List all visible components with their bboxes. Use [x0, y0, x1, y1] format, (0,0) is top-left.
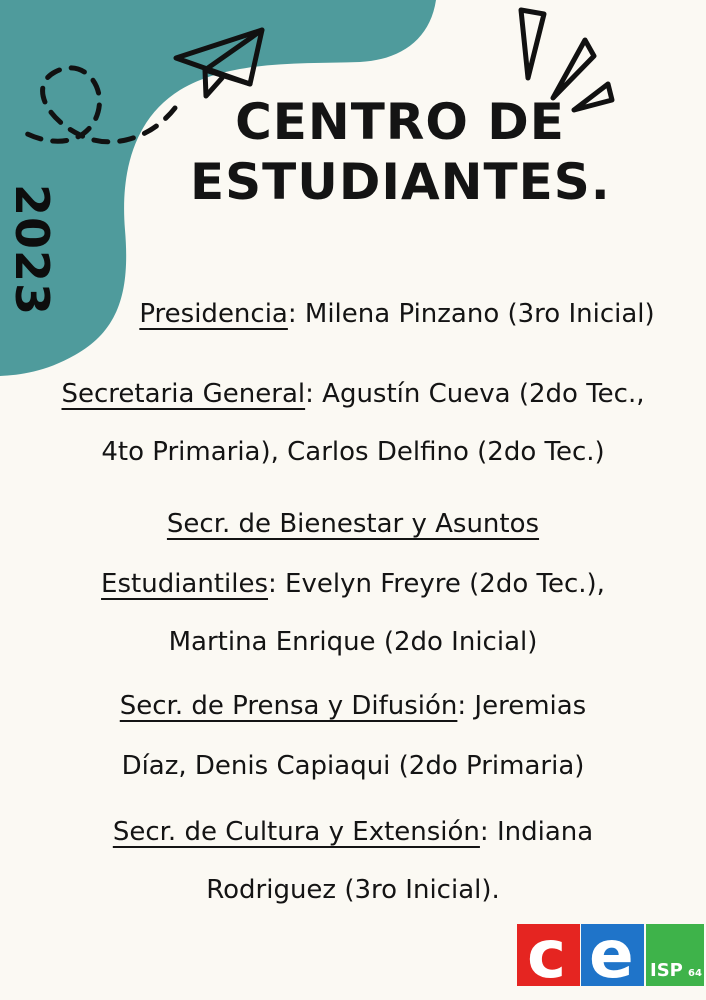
role-label: Secr. de Prensa y Difusión — [119, 691, 458, 721]
role-separator: : — [305, 379, 314, 409]
logo-isp-block — [646, 924, 704, 986]
role-presidencia — [0, 296, 706, 332]
year-label: 2023 — [5, 183, 59, 317]
role-text: Evelyn Freyre (2do Tec.), — [276, 569, 605, 599]
role-secretaria-general — [0, 376, 706, 412]
role-label: Secr. de Bienestar y Asuntos — [166, 509, 540, 539]
role-text: Díaz, Denis Capiaqui (2do Primaria) — [121, 751, 585, 781]
role-label: Estudiantiles — [101, 569, 269, 599]
role-separator: : — [479, 817, 489, 847]
role-cultura — [0, 814, 706, 850]
logo-ce-blue-block — [581, 916, 644, 993]
logo-ce-red-block — [517, 916, 580, 993]
role-prensa — [0, 688, 706, 724]
role-label: Presidencia — [139, 299, 288, 329]
role-text: Jeremias — [466, 691, 587, 721]
role-text: Milena Pinzano (3ro Inicial) — [296, 299, 655, 329]
role-text: Indiana — [488, 817, 594, 847]
role-text: Rodriguez (3ro Inicial). — [206, 875, 500, 905]
role-cultura-cont — [0, 872, 706, 908]
logo-e-letter: e — [589, 916, 634, 993]
paper-plane-icon — [176, 30, 262, 96]
title-line-1: CENTRO DE — [235, 93, 565, 151]
role-label: Secretaria General — [61, 379, 306, 409]
role-separator: : — [287, 299, 297, 329]
role-text: Martina Enrique (2do Inicial) — [168, 627, 538, 657]
role-text: Agustín Cueva (2do Tec., — [313, 379, 645, 409]
role-label: Secr. de Cultura y Extensión — [112, 817, 480, 847]
page-title — [190, 92, 610, 212]
role-bienestar — [0, 566, 706, 602]
logo-c-letter: c — [527, 916, 567, 993]
role-separator: : — [457, 691, 467, 721]
role-text: 4to Primaria), Carlos Delfino (2do Tec.) — [101, 437, 605, 467]
logo-isp-number: 64 — [688, 968, 702, 979]
role-prensa-cont — [0, 748, 706, 784]
logo-isp-text: ISP — [650, 960, 683, 981]
dashed-flight-path-icon — [20, 68, 175, 142]
role-secretaria-general-cont — [0, 434, 706, 470]
role-separator: : — [268, 569, 277, 599]
title-line-2: ESTUDIANTES. — [190, 153, 611, 211]
role-bienestar-cont — [0, 624, 706, 660]
role-bienestar-label — [0, 506, 706, 542]
